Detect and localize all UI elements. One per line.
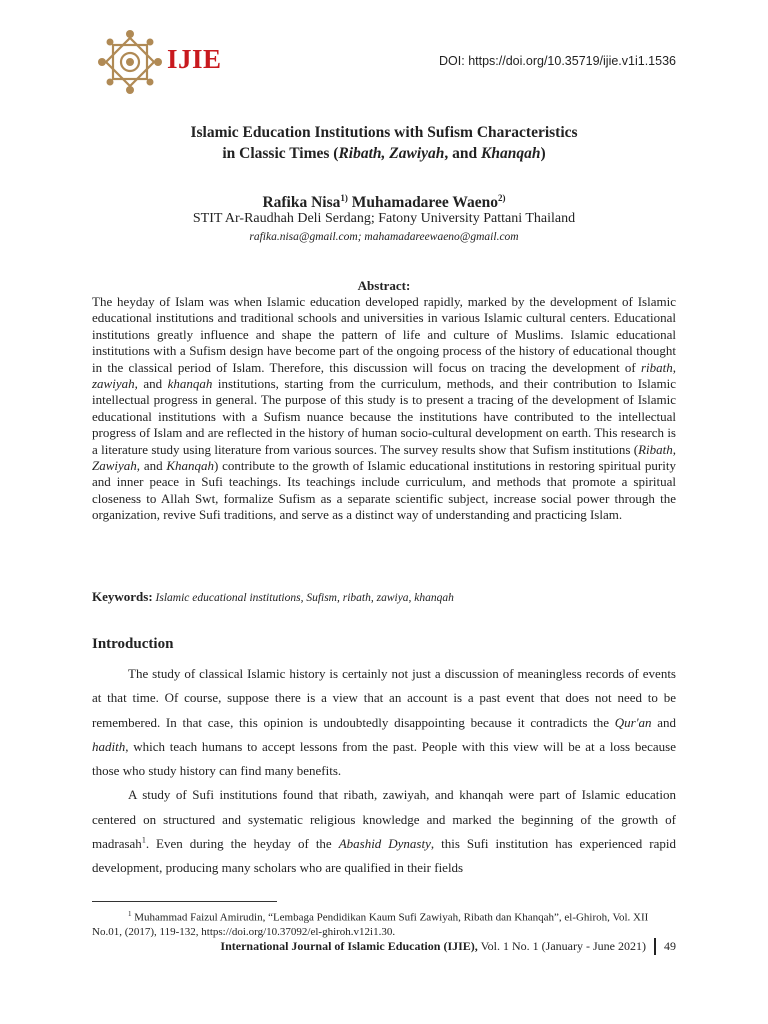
abstract-part-2: and xyxy=(137,376,168,392)
keywords-value: Islamic educational institutions, Sufism, ribath, zawiya, khanqah xyxy=(152,592,454,604)
ijie-logo-ornament-icon xyxy=(96,28,164,96)
author-emails[interactable]: rafika.nisa@gmail.com; mahamadareewaeno@gmail.com xyxy=(249,231,519,243)
para1-italic-quran: Qur'an xyxy=(614,714,652,730)
footer-journal-name: International Journal of Islamic Education (IJIE), xyxy=(220,939,478,953)
intro-paragraph-2 xyxy=(92,783,676,880)
introduction-heading: Introduction xyxy=(92,636,174,652)
doi-link[interactable]: DOI: https://doi.org/10.35719/ijie.v1i1.1536 xyxy=(439,54,676,68)
intro-paragraph-1 xyxy=(92,662,676,783)
abstract-italic-1: ribath, zawiyah, xyxy=(92,359,676,392)
para2-part-a: A study of Sufi institutions found that ribath, zawiyah, and khanqah were part of Islamic education centered on structured and systematic religious knowledge and marked the beginning of the growth of madrasah xyxy=(92,787,676,852)
page-footer xyxy=(220,938,676,955)
abstract-heading: Abstract: xyxy=(357,278,411,293)
journal-logo-text: IJIE xyxy=(167,44,222,74)
abstract-text xyxy=(92,294,676,524)
footnote-divider xyxy=(92,901,277,902)
authors xyxy=(92,193,676,212)
page-number: 49 xyxy=(664,939,676,953)
para2-italic-dynasty: Abashid Dynasty xyxy=(338,836,431,852)
para1-part-c: , which teach humans to accept lessons from the past. People with this view will be at a loss because those who study history can find many benefits. xyxy=(92,738,676,779)
footnote-ref-1[interactable]: 1 xyxy=(141,835,146,845)
abstract-italic-4: Khanqah xyxy=(166,458,215,474)
author-2-marker: 2) xyxy=(498,193,506,203)
footer-separator xyxy=(654,938,656,955)
paper-title xyxy=(92,122,676,164)
para2-part-b: . Even during the heyday of the xyxy=(145,836,339,852)
title-italic-khanqah: Khanqah xyxy=(481,145,541,162)
footer-issue: Vol. 1 No. 1 (January - June 2021) xyxy=(477,939,646,953)
title-and: , and xyxy=(444,145,482,162)
footnote-text: Muhammad Faizul Amirudin, “Lembaga Pendidikan Kaum Sufi Zawiyah, Ribath dan Khanqah”, el-Ghiroh, Vol. XII No.01, (2017), 119-132, https://doi.org/10.37092/el-ghiroh.v12i1.30. xyxy=(92,911,649,939)
para1-part-b: and xyxy=(651,714,676,730)
abstract-italic-3: Ribath, Zawiyah xyxy=(92,441,676,474)
title-suffix: ) xyxy=(540,145,546,162)
title-line-2 xyxy=(92,143,676,164)
author-2: Muhamadaree Waeno xyxy=(347,194,499,212)
author-1: Rafika Nisa xyxy=(262,194,341,212)
affiliation: STIT Ar-Raudhah Deli Serdang; Fatony University Pattani Thailand xyxy=(192,211,576,226)
abstract-part-3: institutions, starting from the curriculum, methods, and their contribution to Islamic intellectual progress in general. The purpose of this study is to present a tracing of the development of Islamic educational institutions with a Sufism nuance because the institutions have contributed to the intellectual progress of Islam and are reflected in the history of human socio-cultural development on earth. This research is a literature study using literature from various sources. The survey results show that Sufism institutions ( xyxy=(92,376,676,457)
abstract-part-4: , and xyxy=(136,458,167,474)
para1-part-a: The study of classical Islamic history is certainly not just a discussion of meaningless records of events at that time. Of course, suppose there is a view that an account is a past event that does not need to be remembered. In that case, this opinion is undoubtedly disappointing because it contradicts the xyxy=(92,666,676,730)
para1-italic-hadith: hadith xyxy=(92,738,126,754)
abstract-part-1: The heyday of Islam was when Islamic education developed rapidly, marked by the development of Islamic educational institutions and traditional schools and universities in various Islamic cultural centers. Educational institutions greatly influence and shape the pattern of life and culture of Muslims. Islamic educational institutions with a Sufism design have become part of the ongoing process of the history of educational thought in the classical period of Islam. Therefore, this discussion will focus on tracing the development of xyxy=(92,294,676,375)
abstract-italic-2: khanqah xyxy=(167,376,213,392)
introduction-body xyxy=(92,662,676,881)
footnote-1 xyxy=(92,907,676,940)
footnote-number: 1 xyxy=(128,910,132,918)
author-1-marker: 1) xyxy=(340,193,348,203)
keywords-label: Keywords: xyxy=(92,589,153,604)
title-prefix: in Classic Times ( xyxy=(222,145,339,162)
keywords xyxy=(92,589,676,605)
abstract-part-5: ) contribute to the growth of Islamic educational institutions in restoring spiritual purity and inner peace in Sufi teachings. Its teachings include curriculum, and methods that promote a spiritual closeness to Allah Swt, formalize Sufism as a separate scientific subject, increase social power through the organization, revive Sufi traditions, and serve as a distinct way of understanding and practicing Islam. xyxy=(92,458,676,523)
title-line-1: Islamic Education Institutions with Sufism Characteristics xyxy=(190,124,578,141)
para2-part-c: , this Sufi institution has experienced rapid development, producing many scholars who are qualified in their fields xyxy=(92,836,676,876)
title-italic-ribath-zawiyah: Ribath, Zawiyah xyxy=(338,145,445,162)
